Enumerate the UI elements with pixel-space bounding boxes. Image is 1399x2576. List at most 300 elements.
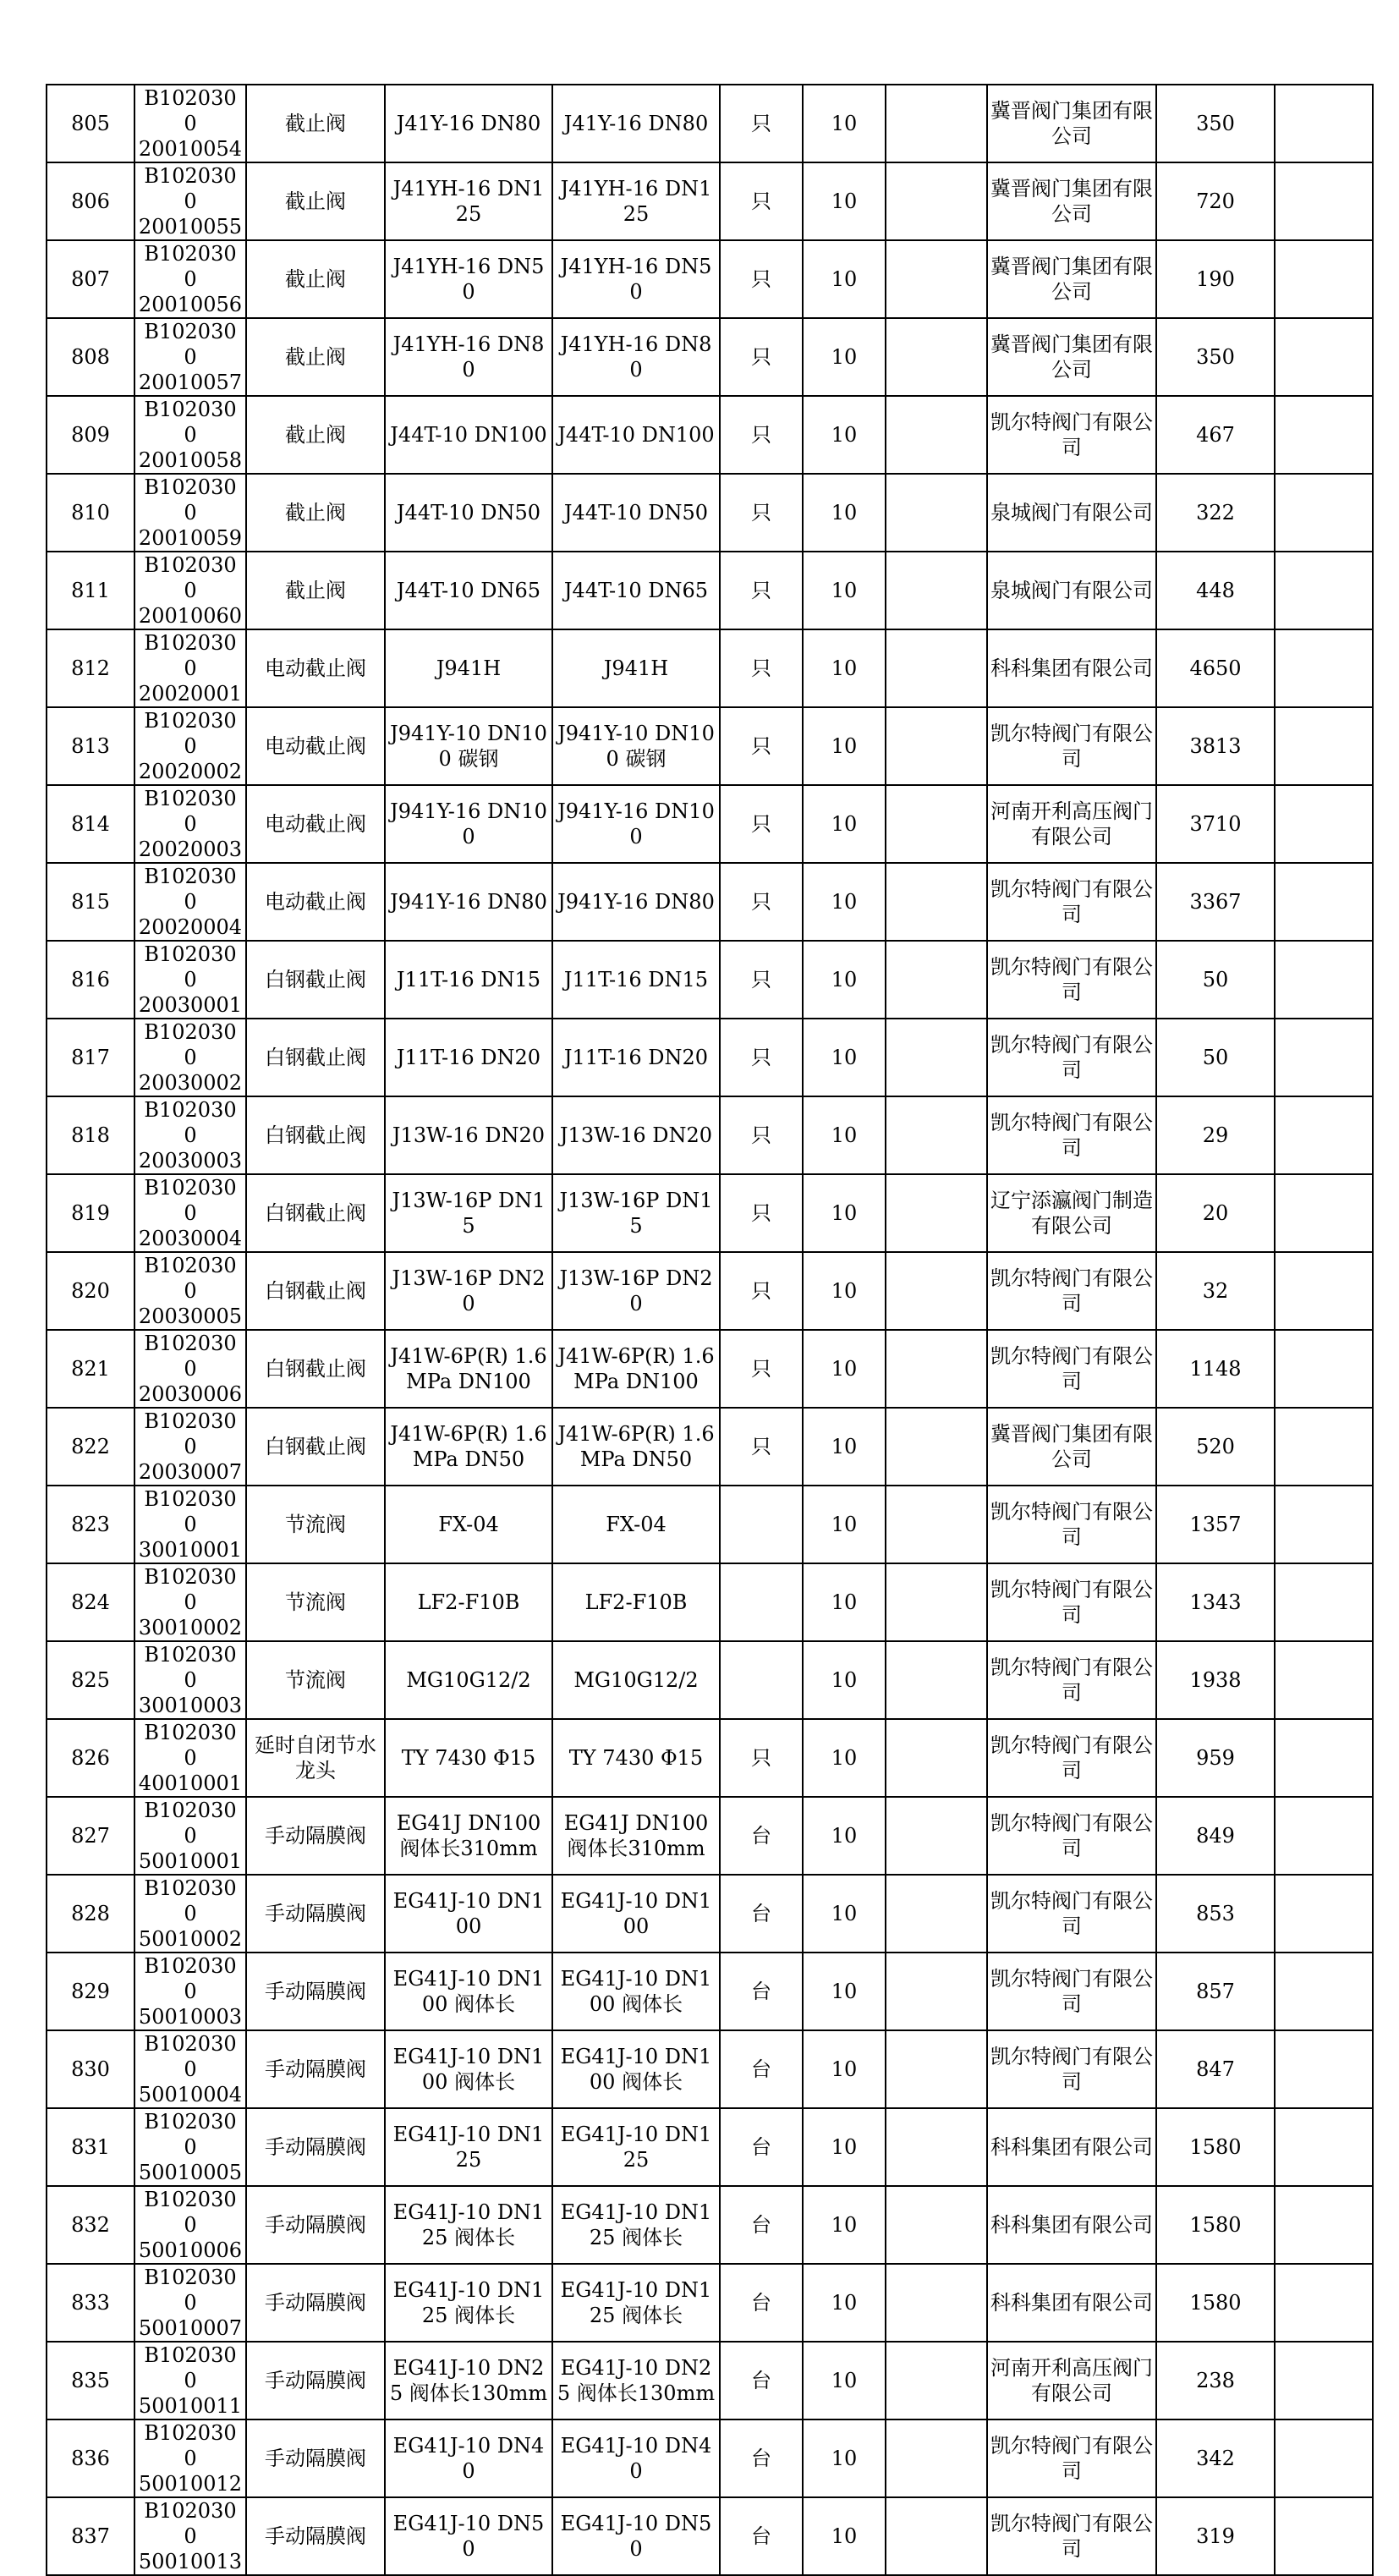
cell-note bbox=[886, 318, 987, 396]
cell-model: J13W-16P DN15 bbox=[552, 1174, 720, 1252]
cell-quantity: 10 bbox=[803, 2419, 886, 2497]
cell-serial-no: 826 bbox=[47, 1719, 134, 1797]
table-row bbox=[47, 1486, 1373, 1563]
cell-material-code bbox=[134, 1641, 246, 1719]
table-row bbox=[47, 162, 1373, 240]
cell-serial-no: 814 bbox=[47, 785, 134, 863]
cell-model: J941Y-16 DN80 bbox=[552, 863, 720, 941]
cell-material-code bbox=[134, 1019, 246, 1096]
cell-specification: EG41J-10 DN50 bbox=[385, 2497, 552, 2575]
cell-note bbox=[886, 85, 987, 162]
cell-unit: 只 bbox=[720, 629, 803, 707]
cell-quantity: 10 bbox=[803, 162, 886, 240]
cell-specification: J41YH-16 DN50 bbox=[385, 240, 552, 318]
cell-model: EG41J-10 DN50 bbox=[552, 2497, 720, 2575]
cell-serial-no: 833 bbox=[47, 2264, 134, 2342]
cell-serial-no: 821 bbox=[47, 1330, 134, 1408]
table-row bbox=[47, 629, 1373, 707]
material-code-part1: B1020300 bbox=[144, 2032, 237, 2081]
cell-specification: J11T-16 DN20 bbox=[385, 1019, 552, 1096]
cell-price: 1580 bbox=[1156, 2186, 1275, 2264]
cell-remark bbox=[1275, 1563, 1373, 1641]
cell-model: EG41J-10 DN40 bbox=[552, 2419, 720, 2497]
cell-item-name: 手动隔膜阀 bbox=[246, 1797, 385, 1875]
cell-price: 847 bbox=[1156, 2030, 1275, 2108]
material-code-part1: B1020300 bbox=[144, 398, 237, 447]
cell-remark bbox=[1275, 162, 1373, 240]
table-row bbox=[47, 1563, 1373, 1641]
cell-material-code bbox=[134, 707, 246, 785]
table-row bbox=[47, 474, 1373, 552]
material-code-part2: 20030001 bbox=[138, 993, 243, 1017]
cell-manufacturer: 泉城阀门有限公司 bbox=[987, 474, 1156, 552]
material-code-part1: B1020300 bbox=[144, 164, 237, 213]
table-row bbox=[47, 2264, 1373, 2342]
material-code-part2: 40010001 bbox=[138, 1771, 243, 1795]
cell-unit: 只 bbox=[720, 1252, 803, 1330]
cell-material-code bbox=[134, 318, 246, 396]
cell-unit: 台 bbox=[720, 2030, 803, 2108]
material-code-part2: 20030006 bbox=[138, 1382, 243, 1406]
cell-model: J41YH-16 DN125 bbox=[552, 162, 720, 240]
cell-remark bbox=[1275, 1641, 1373, 1719]
cell-item-name: 手动隔膜阀 bbox=[246, 2264, 385, 2342]
table-row bbox=[47, 85, 1373, 162]
cell-model: TY 7430 Φ15 bbox=[552, 1719, 720, 1797]
table-row bbox=[47, 1875, 1373, 1953]
cell-note bbox=[886, 2264, 987, 2342]
material-code-part1: B1020300 bbox=[144, 242, 237, 291]
cell-manufacturer: 凯尔特阀门有限公司 bbox=[987, 1330, 1156, 1408]
material-code-part1: B1020300 bbox=[144, 1176, 237, 1225]
cell-quantity: 10 bbox=[803, 863, 886, 941]
cell-manufacturer: 凯尔特阀门有限公司 bbox=[987, 1486, 1156, 1563]
material-code-part2: 20010057 bbox=[138, 371, 243, 394]
material-code-part2: 20010059 bbox=[138, 526, 243, 550]
cell-quantity: 10 bbox=[803, 2186, 886, 2264]
cell-specification: J41YH-16 DN125 bbox=[385, 162, 552, 240]
cell-item-name: 节流阀 bbox=[246, 1486, 385, 1563]
material-code-part2: 30010002 bbox=[138, 1616, 243, 1640]
cell-manufacturer: 凯尔特阀门有限公司 bbox=[987, 941, 1156, 1019]
cell-item-name: 节流阀 bbox=[246, 1641, 385, 1719]
cell-manufacturer: 凯尔特阀门有限公司 bbox=[987, 1252, 1156, 1330]
cell-specification: EG41J-10 DN125 阀体长 bbox=[385, 2186, 552, 2264]
cell-model: EG41J-10 DN100 阀体长 bbox=[552, 1953, 720, 2030]
cell-serial-no: 809 bbox=[47, 396, 134, 474]
material-code-part1: B1020300 bbox=[144, 709, 237, 758]
cell-material-code bbox=[134, 552, 246, 629]
material-code-part1: B1020300 bbox=[144, 2499, 237, 2548]
cell-serial-no: 813 bbox=[47, 707, 134, 785]
cell-model: J44T-10 DN100 bbox=[552, 396, 720, 474]
cell-serial-no: 819 bbox=[47, 1174, 134, 1252]
cell-price: 190 bbox=[1156, 240, 1275, 318]
cell-item-name: 手动隔膜阀 bbox=[246, 2497, 385, 2575]
cell-item-name: 白钢截止阀 bbox=[246, 1174, 385, 1252]
table-row bbox=[47, 1719, 1373, 1797]
cell-item-name: 截止阀 bbox=[246, 396, 385, 474]
cell-serial-no: 808 bbox=[47, 318, 134, 396]
table-row bbox=[47, 240, 1373, 318]
cell-specification: J13W-16P DN15 bbox=[385, 1174, 552, 1252]
cell-item-name: 电动截止阀 bbox=[246, 707, 385, 785]
cell-quantity: 10 bbox=[803, 629, 886, 707]
cell-material-code bbox=[134, 1330, 246, 1408]
cell-item-name: 截止阀 bbox=[246, 552, 385, 629]
cell-specification: J13W-16P DN20 bbox=[385, 1252, 552, 1330]
cell-material-code bbox=[134, 1486, 246, 1563]
material-code-part2: 20020002 bbox=[138, 760, 243, 783]
cell-specification: EG41J DN100 阀体长310mm bbox=[385, 1797, 552, 1875]
cell-price: 1148 bbox=[1156, 1330, 1275, 1408]
cell-note bbox=[886, 1641, 987, 1719]
material-code-part1: B1020300 bbox=[144, 1876, 237, 1925]
cell-quantity: 10 bbox=[803, 1252, 886, 1330]
cell-remark bbox=[1275, 240, 1373, 318]
cell-remark bbox=[1275, 863, 1373, 941]
cell-model: FX-04 bbox=[552, 1486, 720, 1563]
cell-note bbox=[886, 162, 987, 240]
cell-manufacturer: 辽宁添瀛阀门制造有限公司 bbox=[987, 1174, 1156, 1252]
cell-price: 50 bbox=[1156, 1019, 1275, 1096]
material-code-part2: 20010055 bbox=[138, 215, 243, 239]
cell-note bbox=[886, 2186, 987, 2264]
material-code-part1: B1020300 bbox=[144, 942, 237, 991]
material-code-part1: B1020300 bbox=[144, 1409, 237, 1458]
cell-price: 20 bbox=[1156, 1174, 1275, 1252]
cell-quantity: 10 bbox=[803, 785, 886, 863]
cell-unit: 台 bbox=[720, 1953, 803, 2030]
cell-item-name: 手动隔膜阀 bbox=[246, 1875, 385, 1953]
cell-material-code bbox=[134, 941, 246, 1019]
cell-specification: J11T-16 DN15 bbox=[385, 941, 552, 1019]
cell-remark bbox=[1275, 2342, 1373, 2419]
cell-serial-no: 818 bbox=[47, 1096, 134, 1174]
material-code-part2: 30010003 bbox=[138, 1694, 243, 1717]
cell-model: J41W-6P(R) 1.6MPa DN50 bbox=[552, 1408, 720, 1486]
cell-manufacturer: 凯尔特阀门有限公司 bbox=[987, 1641, 1156, 1719]
cell-unit: 只 bbox=[720, 1174, 803, 1252]
material-code-part2: 50010004 bbox=[138, 2083, 243, 2106]
cell-unit: 只 bbox=[720, 240, 803, 318]
table-row bbox=[47, 2108, 1373, 2186]
cell-material-code bbox=[134, 2497, 246, 2575]
cell-quantity: 10 bbox=[803, 1563, 886, 1641]
cell-remark bbox=[1275, 552, 1373, 629]
cell-unit: 台 bbox=[720, 2497, 803, 2575]
material-code-part1: B1020300 bbox=[144, 1643, 237, 1692]
cell-specification: EG41J-10 DN125 bbox=[385, 2108, 552, 2186]
cell-model: J41YH-16 DN80 bbox=[552, 318, 720, 396]
cell-price: 853 bbox=[1156, 1875, 1275, 1953]
material-code-part1: B1020300 bbox=[144, 2343, 237, 2392]
cell-material-code bbox=[134, 1719, 246, 1797]
cell-model: J941H bbox=[552, 629, 720, 707]
cell-model: EG41J-10 DN125 bbox=[552, 2108, 720, 2186]
table-row bbox=[47, 1096, 1373, 1174]
table-row bbox=[47, 1641, 1373, 1719]
cell-item-name: 白钢截止阀 bbox=[246, 1252, 385, 1330]
cell-quantity: 10 bbox=[803, 1875, 886, 1953]
material-code-part1: B1020300 bbox=[144, 1954, 237, 2003]
cell-quantity: 10 bbox=[803, 1019, 886, 1096]
cell-item-name: 截止阀 bbox=[246, 162, 385, 240]
cell-unit: 只 bbox=[720, 941, 803, 1019]
cell-material-code bbox=[134, 240, 246, 318]
material-code-part1: B1020300 bbox=[144, 86, 237, 135]
cell-price: 1343 bbox=[1156, 1563, 1275, 1641]
material-code-part2: 20030005 bbox=[138, 1304, 243, 1328]
material-code-part1: B1020300 bbox=[144, 2266, 237, 2315]
cell-manufacturer: 科科集团有限公司 bbox=[987, 2186, 1156, 2264]
cell-quantity: 10 bbox=[803, 707, 886, 785]
cell-quantity: 10 bbox=[803, 474, 886, 552]
cell-model: MG10G12/2 bbox=[552, 1641, 720, 1719]
cell-remark bbox=[1275, 2186, 1373, 2264]
cell-model: J41W-6P(R) 1.6MPa DN100 bbox=[552, 1330, 720, 1408]
cell-note bbox=[886, 1875, 987, 1953]
material-code-part2: 50010012 bbox=[138, 2472, 243, 2496]
cell-remark bbox=[1275, 1719, 1373, 1797]
material-code-part1: B1020300 bbox=[144, 1020, 237, 1069]
cell-specification: J41W-6P(R) 1.6MPa DN50 bbox=[385, 1408, 552, 1486]
material-code-part2: 50010001 bbox=[138, 1849, 243, 1873]
cell-material-code bbox=[134, 1174, 246, 1252]
cell-serial-no: 817 bbox=[47, 1019, 134, 1096]
cell-note bbox=[886, 474, 987, 552]
material-code-part1: B1020300 bbox=[144, 1332, 237, 1381]
cell-manufacturer: 凯尔特阀门有限公司 bbox=[987, 1096, 1156, 1174]
cell-price: 467 bbox=[1156, 396, 1275, 474]
cell-item-name: 白钢截止阀 bbox=[246, 941, 385, 1019]
cell-manufacturer: 凯尔特阀门有限公司 bbox=[987, 1953, 1156, 2030]
cell-material-code bbox=[134, 1875, 246, 1953]
cell-unit: 只 bbox=[720, 552, 803, 629]
cell-material-code bbox=[134, 2186, 246, 2264]
cell-price: 448 bbox=[1156, 552, 1275, 629]
cell-remark bbox=[1275, 1797, 1373, 1875]
table-row bbox=[47, 2419, 1373, 2497]
cell-quantity: 10 bbox=[803, 1641, 886, 1719]
cell-serial-no: 830 bbox=[47, 2030, 134, 2108]
cell-material-code bbox=[134, 1408, 246, 1486]
cell-remark bbox=[1275, 2419, 1373, 2497]
cell-manufacturer: 冀晋阀门集团有限公司 bbox=[987, 85, 1156, 162]
cell-note bbox=[886, 1174, 987, 1252]
cell-model: J13W-16 DN20 bbox=[552, 1096, 720, 1174]
cell-price: 720 bbox=[1156, 162, 1275, 240]
cell-manufacturer: 凯尔特阀门有限公司 bbox=[987, 1797, 1156, 1875]
cell-note bbox=[886, 629, 987, 707]
cell-manufacturer: 凯尔特阀门有限公司 bbox=[987, 2419, 1156, 2497]
cell-serial-no: 836 bbox=[47, 2419, 134, 2497]
material-code-part1: B1020300 bbox=[144, 553, 237, 602]
table-row bbox=[47, 1408, 1373, 1486]
valve-price-table bbox=[46, 84, 1374, 2576]
cell-model: J44T-10 DN65 bbox=[552, 552, 720, 629]
cell-note bbox=[886, 2419, 987, 2497]
cell-specification: EG41J-10 DN100 bbox=[385, 1875, 552, 1953]
cell-quantity: 10 bbox=[803, 1719, 886, 1797]
cell-manufacturer: 凯尔特阀门有限公司 bbox=[987, 1563, 1156, 1641]
cell-note bbox=[886, 240, 987, 318]
cell-material-code bbox=[134, 863, 246, 941]
material-code-part1: B1020300 bbox=[144, 320, 237, 369]
cell-note bbox=[886, 2108, 987, 2186]
cell-manufacturer: 凯尔特阀门有限公司 bbox=[987, 396, 1156, 474]
cell-serial-no: 828 bbox=[47, 1875, 134, 1953]
cell-model: J941Y-16 DN100 bbox=[552, 785, 720, 863]
table-row bbox=[47, 1330, 1373, 1408]
cell-quantity: 10 bbox=[803, 1174, 886, 1252]
cell-price: 32 bbox=[1156, 1252, 1275, 1330]
cell-note bbox=[886, 2342, 987, 2419]
table-row bbox=[47, 1953, 1373, 2030]
cell-note bbox=[886, 1408, 987, 1486]
cell-unit: 只 bbox=[720, 1019, 803, 1096]
cell-remark bbox=[1275, 707, 1373, 785]
table-row bbox=[47, 707, 1373, 785]
cell-unit: 台 bbox=[720, 2419, 803, 2497]
material-code-part2: 50010002 bbox=[138, 1927, 243, 1951]
cell-specification: J41Y-16 DN80 bbox=[385, 85, 552, 162]
cell-price: 3710 bbox=[1156, 785, 1275, 863]
cell-note bbox=[886, 1486, 987, 1563]
cell-manufacturer: 科科集团有限公司 bbox=[987, 629, 1156, 707]
cell-remark bbox=[1275, 1174, 1373, 1252]
cell-specification: EG41J-10 DN25 阀体长130mm bbox=[385, 2342, 552, 2419]
cell-material-code bbox=[134, 2264, 246, 2342]
cell-serial-no: 832 bbox=[47, 2186, 134, 2264]
cell-model: EG41J-10 DN100 bbox=[552, 1875, 720, 1953]
cell-model: J13W-16P DN20 bbox=[552, 1252, 720, 1330]
cell-note bbox=[886, 1563, 987, 1641]
cell-model: J11T-16 DN20 bbox=[552, 1019, 720, 1096]
cell-unit bbox=[720, 1641, 803, 1719]
cell-material-code bbox=[134, 1096, 246, 1174]
cell-remark bbox=[1275, 1252, 1373, 1330]
material-code-part1: B1020300 bbox=[144, 787, 237, 836]
cell-item-name: 手动隔膜阀 bbox=[246, 2030, 385, 2108]
cell-item-name: 截止阀 bbox=[246, 240, 385, 318]
cell-quantity: 10 bbox=[803, 2030, 886, 2108]
cell-note bbox=[886, 396, 987, 474]
table-row bbox=[47, 1174, 1373, 1252]
cell-specification: J941Y-10 DN100 碳钢 bbox=[385, 707, 552, 785]
material-code-part2: 20030007 bbox=[138, 1460, 243, 1484]
cell-item-name: 截止阀 bbox=[246, 85, 385, 162]
cell-serial-no: 835 bbox=[47, 2342, 134, 2419]
cell-model: EG41J DN100 阀体长310mm bbox=[552, 1797, 720, 1875]
cell-remark bbox=[1275, 941, 1373, 1019]
cell-manufacturer: 凯尔特阀门有限公司 bbox=[987, 2497, 1156, 2575]
cell-serial-no: 820 bbox=[47, 1252, 134, 1330]
cell-specification: J41YH-16 DN80 bbox=[385, 318, 552, 396]
cell-specification: EG41J-10 DN40 bbox=[385, 2419, 552, 2497]
cell-manufacturer: 泉城阀门有限公司 bbox=[987, 552, 1156, 629]
material-code-part1: B1020300 bbox=[144, 1098, 237, 1147]
cell-price: 1580 bbox=[1156, 2108, 1275, 2186]
material-code-part1: B1020300 bbox=[144, 2188, 237, 2237]
cell-note bbox=[886, 863, 987, 941]
cell-manufacturer: 河南开利高压阀门有限公司 bbox=[987, 2342, 1156, 2419]
table-row bbox=[47, 2497, 1373, 2575]
material-code-part2: 20010056 bbox=[138, 293, 243, 316]
cell-unit: 台 bbox=[720, 2186, 803, 2264]
cell-model: J44T-10 DN50 bbox=[552, 474, 720, 552]
cell-unit: 只 bbox=[720, 863, 803, 941]
cell-remark bbox=[1275, 2264, 1373, 2342]
cell-price: 1938 bbox=[1156, 1641, 1275, 1719]
cell-remark bbox=[1275, 2108, 1373, 2186]
cell-material-code bbox=[134, 1953, 246, 2030]
cell-material-code bbox=[134, 2108, 246, 2186]
cell-price: 520 bbox=[1156, 1408, 1275, 1486]
material-code-part2: 20010060 bbox=[138, 604, 243, 628]
cell-unit: 只 bbox=[720, 85, 803, 162]
cell-note bbox=[886, 707, 987, 785]
cell-unit: 只 bbox=[720, 318, 803, 396]
cell-unit: 只 bbox=[720, 1719, 803, 1797]
cell-specification: FX-04 bbox=[385, 1486, 552, 1563]
cell-remark bbox=[1275, 2497, 1373, 2575]
cell-item-name: 手动隔膜阀 bbox=[246, 2108, 385, 2186]
cell-specification: J44T-10 DN100 bbox=[385, 396, 552, 474]
cell-item-name: 电动截止阀 bbox=[246, 629, 385, 707]
cell-unit bbox=[720, 1563, 803, 1641]
cell-item-name: 节流阀 bbox=[246, 1563, 385, 1641]
table-row bbox=[47, 785, 1373, 863]
cell-serial-no: 807 bbox=[47, 240, 134, 318]
cell-material-code bbox=[134, 85, 246, 162]
cell-price: 3813 bbox=[1156, 707, 1275, 785]
material-code-part2: 30010001 bbox=[138, 1538, 243, 1562]
cell-quantity: 10 bbox=[803, 2497, 886, 2575]
cell-serial-no: 811 bbox=[47, 552, 134, 629]
cell-unit: 只 bbox=[720, 474, 803, 552]
material-code-part2: 20030002 bbox=[138, 1071, 243, 1095]
cell-specification: TY 7430 Φ15 bbox=[385, 1719, 552, 1797]
cell-item-name: 手动隔膜阀 bbox=[246, 1953, 385, 2030]
material-code-part2: 20020004 bbox=[138, 915, 243, 939]
cell-material-code bbox=[134, 785, 246, 863]
cell-note bbox=[886, 1330, 987, 1408]
cell-manufacturer: 冀晋阀门集团有限公司 bbox=[987, 162, 1156, 240]
table-row bbox=[47, 1252, 1373, 1330]
cell-price: 238 bbox=[1156, 2342, 1275, 2419]
cell-note bbox=[886, 552, 987, 629]
table-row bbox=[47, 396, 1373, 474]
cell-price: 350 bbox=[1156, 318, 1275, 396]
cell-specification: J13W-16 DN20 bbox=[385, 1096, 552, 1174]
material-code-part2: 50010006 bbox=[138, 2238, 243, 2262]
cell-manufacturer: 科科集团有限公司 bbox=[987, 2108, 1156, 2186]
cell-quantity: 10 bbox=[803, 2264, 886, 2342]
table-row bbox=[47, 863, 1373, 941]
material-code-part2: 50010011 bbox=[138, 2394, 243, 2418]
cell-unit bbox=[720, 1486, 803, 1563]
cell-unit: 只 bbox=[720, 162, 803, 240]
cell-remark bbox=[1275, 1486, 1373, 1563]
cell-remark bbox=[1275, 1875, 1373, 1953]
cell-note bbox=[886, 785, 987, 863]
cell-item-name: 手动隔膜阀 bbox=[246, 2419, 385, 2497]
cell-model: J41YH-16 DN50 bbox=[552, 240, 720, 318]
cell-note bbox=[886, 1719, 987, 1797]
cell-quantity: 10 bbox=[803, 2108, 886, 2186]
cell-manufacturer: 凯尔特阀门有限公司 bbox=[987, 1875, 1156, 1953]
